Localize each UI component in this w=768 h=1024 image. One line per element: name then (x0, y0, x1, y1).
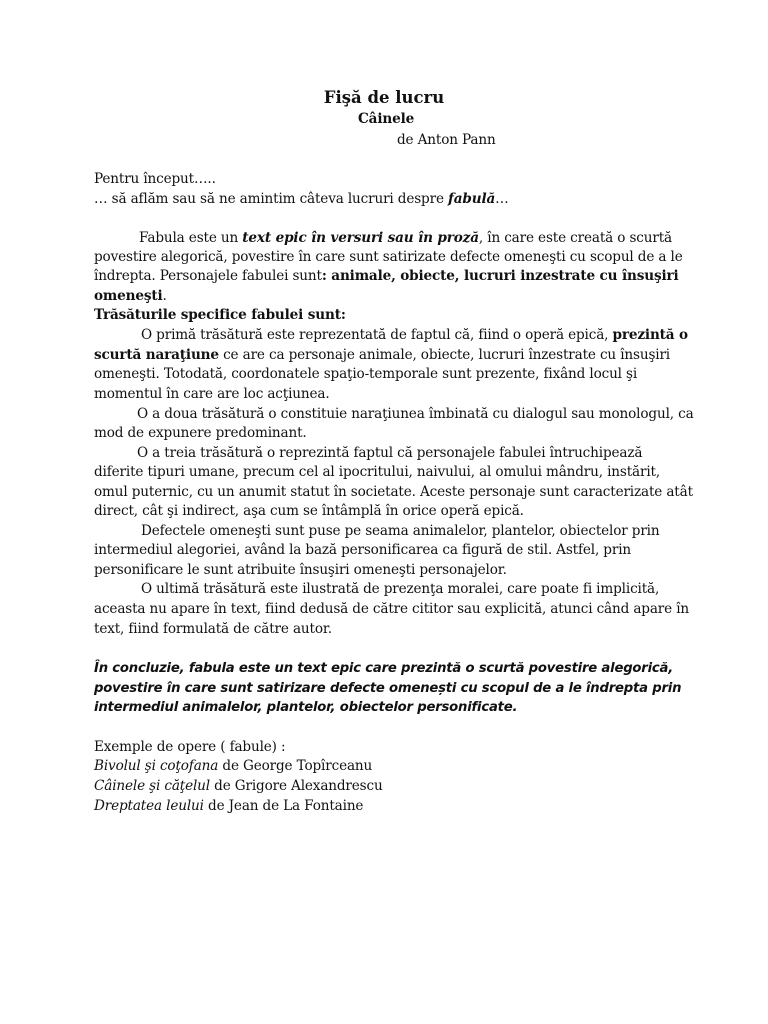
definition-line-2: povestire alegorică, povestire în care sunt satirizate defecte omeneşti cu scopul de a le (94, 249, 683, 265)
example-item-2 (94, 777, 383, 797)
definition-characters-end: omeneşti (94, 288, 163, 304)
traits-emphasis: prezintă o (612, 327, 688, 343)
definition-emphasis: text epic în versuri sau în proză (242, 230, 479, 246)
definition-line-4 (94, 287, 167, 307)
traits-line-7: O a treia trăsătură o reprezintă faptul că personajele fabulei întruchipează (137, 445, 643, 461)
example-title-2: Câinele şi căţelul (94, 778, 210, 794)
definition-characters: : animale, obiecte, lucruri inzestrate cu însuşiri (321, 268, 679, 284)
traits-line-9: omul puternic, cu un anumit statut în societate. Aceste personaje sunt caracterizate atât (94, 484, 693, 500)
traits-line-2 (94, 346, 670, 366)
conclusion-line-3: intermediul animalelor, plantelor, obiectelor personificate. (94, 700, 518, 715)
intro-text: … să aflăm sau să ne amintim câteva lucruri despre (94, 191, 449, 207)
definition-line-3 (94, 267, 679, 287)
traits-line-3: omeneşti. Totodată, coordonatele spaţio-temporale sunt prezente, fixând locul şi (94, 366, 638, 382)
example-title-1: Bivolul şi coţofana (94, 758, 219, 774)
definition-line-1 (139, 229, 672, 249)
traits-line-4: momentul în care are loc acţiunea. (94, 386, 330, 402)
intro-ellipsis: … (495, 191, 509, 207)
page-subtitle: Câinele (358, 111, 415, 127)
definition-text-2: , în care este creată o scurtă (478, 230, 672, 246)
conclusion-line-1: În concluzie, fabula este un text epic care prezintă o scurtă povestire alegorică, (94, 661, 674, 676)
intro-line-2 (94, 190, 509, 210)
traits-line-5: O a doua trăsătură o constituie naraţiunea îmbinată cu dialogul sau monologul, ca (137, 406, 694, 422)
traits-line-15: aceasta nu apare în text, fiind dedusă de către cititor sau explicită, atunci când apare în (94, 601, 690, 617)
examples-heading: Exemple de opere ( fabule) : (94, 739, 286, 755)
example-item-3 (94, 797, 363, 817)
traits-line-1 (141, 326, 688, 346)
author-line: de Anton Pann (397, 132, 496, 148)
traits-line-12: intermediul alegoriei, având la bază personificarea ca figură de stil. Astfel, prin (94, 542, 632, 558)
traits-line-8: diferite tipuri umane, precum cel al ipocritului, naivului, al omului mândru, instărit, (94, 464, 661, 480)
example-author-1: de George Topîrceanu (218, 758, 373, 774)
definition-text: Fabula este un (139, 230, 243, 246)
page-title: Fişă de lucru (323, 88, 445, 107)
example-item-1 (94, 757, 372, 777)
traits-heading: Trăsăturile specifice fabulei sunt: (94, 307, 346, 323)
traits-text: O primă trăsătură este reprezentată de faptul că, fiind o operă epică, (141, 327, 613, 343)
intro-line-1: Pentru început….. (94, 171, 216, 187)
example-author-3: de Jean de La Fontaine (203, 798, 364, 814)
traits-emphasis-2: scurtă naraţiune (94, 347, 219, 363)
traits-line-11: Defectele omeneşti sunt puse pe seama animalelor, plantelor, obiectelor prin (141, 523, 660, 539)
definition-period: . (162, 288, 167, 304)
traits-line-16: text, fiind formulată de către autor. (94, 621, 332, 637)
example-author-2: de Grigore Alexandrescu (210, 778, 383, 794)
traits-line-10: direct, cât şi indirect, aşa cum se întâmplă în orice operă epică. (94, 503, 524, 519)
traits-text-2: ce are ca personaje animale, obiecte, lucruri înzestrate cu însuşiri (218, 347, 671, 363)
conclusion-line-2: povestire în care sunt satirizare defecte omenești cu scopul de a le îndrepta prin (94, 681, 682, 696)
traits-line-13: personificare le sunt atribuite însuşiri omeneşti personajelor. (94, 562, 507, 578)
definition-text-3: îndrepta. Personajele fabulei sunt (94, 268, 322, 284)
traits-line-6: mod de expunere predominant. (94, 425, 307, 441)
traits-line-14: O ultimă trăsătură este ilustrată de prezenţa moralei, care poate fi implicită, (141, 581, 660, 597)
intro-keyword: fabulă (448, 191, 496, 207)
example-title-3: Dreptatea leului (94, 798, 204, 814)
